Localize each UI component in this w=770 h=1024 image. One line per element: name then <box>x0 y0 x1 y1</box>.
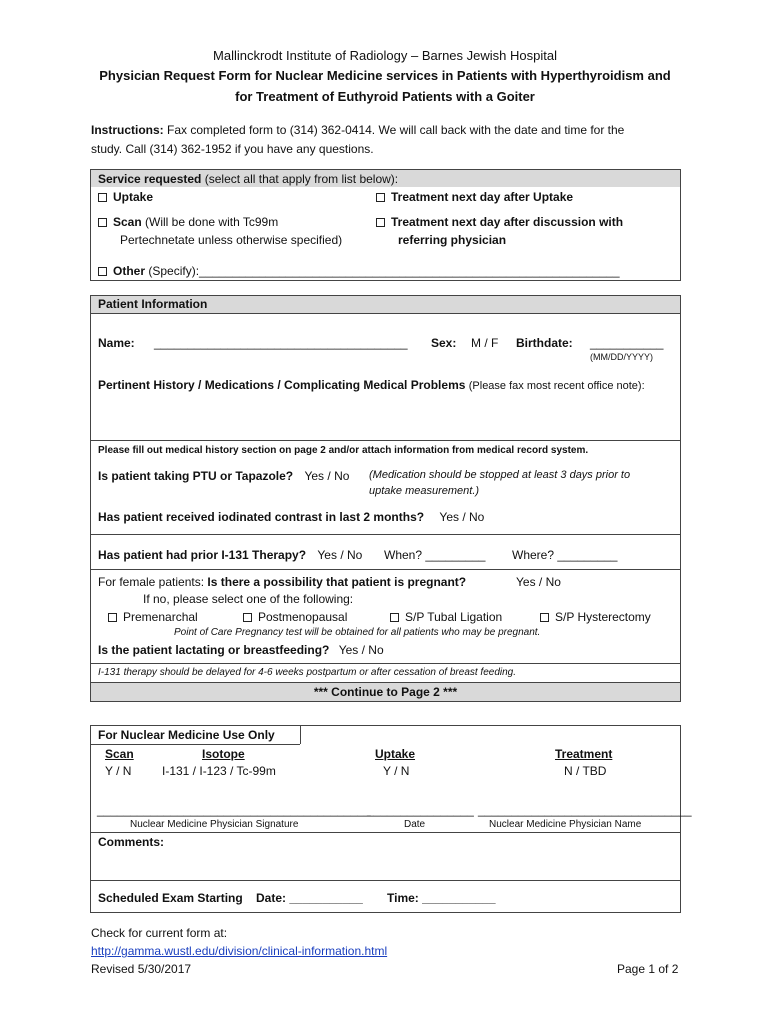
footer-page-number: Page 1 of 2 <box>617 962 679 976</box>
tubal-ligation-label: S/P Tubal Ligation <box>405 610 503 624</box>
birthdate-field[interactable]: ___________ <box>590 336 664 350</box>
ptu-question: Is patient taking PTU or Tapazole? <box>98 469 294 483</box>
poc-note: Point of Care Pregnancy test will be obtained for all patients who may be pregnant. <box>174 627 541 638</box>
continue-banner: *** Continue to Page 2 *** <box>313 685 458 699</box>
uptake-option[interactable] <box>98 190 153 204</box>
treatment-discussion-option[interactable] <box>376 215 623 229</box>
lactating-answer[interactable]: Yes / No <box>338 643 384 657</box>
i131-question: Has patient had prior I-131 Therapy? <box>98 548 307 562</box>
ptu-note-2: uptake measurement.) <box>369 485 480 497</box>
form-title-line2: for Treatment of Euthyroid Patients with a Goiter <box>235 89 535 104</box>
contrast-divider <box>90 534 681 535</box>
history-note: (Please fax most recent office note): <box>468 380 645 392</box>
nm-scheduled-label: Scheduled Exam Starting <box>98 891 243 905</box>
scan-note-2: Pertechnetate unless otherwise specified) <box>120 233 343 247</box>
postmenopausal-label: Postmenopausal <box>258 610 348 624</box>
delay-note: I-131 therapy should be delayed for 4-6 weeks postpartum or after cessation of breast feeding. <box>98 667 517 678</box>
premenarchal-option[interactable] <box>108 610 198 624</box>
other-checkbox[interactable] <box>98 267 107 276</box>
treatment-next-day-label: Treatment next day after Uptake <box>391 190 574 204</box>
premenarchal-checkbox[interactable] <box>108 613 117 622</box>
premenarchal-label: Premenarchal <box>123 610 198 624</box>
history-row <box>98 378 645 392</box>
tubal-ligation-checkbox[interactable] <box>390 613 399 622</box>
treatment-discussion-label-2: referring physician <box>398 233 507 247</box>
female-prefix: For female patients: <box>98 575 205 589</box>
scan-label: Scan <box>113 215 142 229</box>
contrast-question: Has patient received iodinated contrast in last 2 months? <box>98 510 425 524</box>
lactating-divider <box>90 663 681 664</box>
service-heading-label: Service requested <box>98 172 202 186</box>
contrast-row <box>98 510 484 524</box>
nm-isotope-value[interactable]: I-131 / I-123 / Tc-99m <box>162 764 276 778</box>
uptake-label: Uptake <box>113 190 154 204</box>
hysterectomy-checkbox[interactable] <box>540 613 549 622</box>
scan-option[interactable] <box>98 215 278 229</box>
nm-signature-field[interactable]: _________________________________________ <box>97 803 371 817</box>
nm-comments-divider <box>90 832 681 833</box>
other-option[interactable] <box>98 264 620 278</box>
history-label: Pertinent History / Medications / Complicating Medical Problems <box>98 378 466 392</box>
history-divider <box>90 440 681 441</box>
instructions-label: Instructions: <box>91 123 164 137</box>
nm-uptake-header: Uptake <box>375 747 416 761</box>
nm-scan-value[interactable]: Y / N <box>105 764 132 778</box>
ptu-note-1: (Medication should be stopped at least 3 days prior to <box>369 469 631 481</box>
nm-uptake-value[interactable]: Y / N <box>383 764 410 778</box>
footer-check-text: Check for current form at: <box>91 926 228 940</box>
instructions-text-1: Fax completed form to (314) 362-0414. We will call back with the date and time for the <box>167 123 625 137</box>
pregnant-answer[interactable]: Yes / No <box>516 575 561 589</box>
instructions-line2: study. Call (314) 362-1952 if you have any questions. <box>91 142 374 156</box>
i131-when-field[interactable]: When? _________ <box>384 548 486 562</box>
continue-divider <box>90 682 681 683</box>
nm-scheduled-time-field[interactable]: Time: ___________ <box>387 891 496 905</box>
i131-answer[interactable]: Yes / No <box>317 548 363 562</box>
form-title-line1: Physician Request Form for Nuclear Medicine services in Patients with Hyperthyroidism and <box>99 68 671 83</box>
other-label: Other <box>113 264 146 278</box>
treatment-discussion-label-1: Treatment next day after discussion with <box>391 215 624 229</box>
nm-heading-side <box>300 725 301 744</box>
fill-note: Please fill out medical history section on page 2 and/or attach information from medical record system. <box>98 445 589 456</box>
nm-treatment-value[interactable]: N / TBD <box>564 764 607 778</box>
hysterectomy-option[interactable] <box>540 610 651 624</box>
history-field[interactable] <box>98 395 673 435</box>
pregnant-question: Is there a possibility that patient is pregnant? <box>207 575 467 589</box>
contrast-answer[interactable]: Yes / No <box>439 510 485 524</box>
lactating-question: Is the patient lactating or breastfeeding? <box>98 643 330 657</box>
footer-form-link[interactable]: http://gamma.wustl.edu/division/clinical-information.html <box>91 944 388 958</box>
nm-heading-underline <box>90 744 300 745</box>
nm-date-label: Date <box>404 819 426 830</box>
birthdate-format: (MM/DD/YYYY) <box>590 352 653 362</box>
nm-date-field[interactable]: ________________ <box>367 803 474 817</box>
treatment-next-day-option[interactable] <box>376 190 573 204</box>
ptu-answer[interactable]: Yes / No <box>304 469 350 483</box>
nm-comments-field[interactable] <box>98 852 673 878</box>
institution-name: Mallinckrodt Institute of Radiology – Barnes Jewish Hospital <box>213 48 557 63</box>
nm-schedule-divider <box>90 880 681 881</box>
service-heading <box>98 172 398 186</box>
sex-options[interactable]: M / F <box>471 336 499 350</box>
nm-comments-label: Comments: <box>98 835 165 849</box>
footer-revised: Revised 5/30/2017 <box>91 962 192 976</box>
birthdate-label: Birthdate: <box>516 336 573 350</box>
nm-isotope-header: Isotope <box>202 747 245 761</box>
treatment-discussion-checkbox[interactable] <box>376 218 385 227</box>
i131-where-field[interactable]: Where? _________ <box>512 548 618 562</box>
lactating-row <box>98 643 384 657</box>
other-specify-field[interactable]: (Specify):_______________________________________________________________ <box>148 264 620 278</box>
tubal-ligation-option[interactable] <box>390 610 502 624</box>
nm-scan-header: Scan <box>105 747 134 761</box>
name-field[interactable]: ______________________________________ <box>154 336 408 350</box>
treatment-next-day-checkbox[interactable] <box>376 193 385 202</box>
scan-checkbox[interactable] <box>98 218 107 227</box>
nm-physician-name-field[interactable]: ________________________________ <box>478 803 692 817</box>
postmenopausal-option[interactable] <box>243 610 347 624</box>
instructions-line1 <box>91 123 624 137</box>
service-heading-note: (select all that apply from list below): <box>204 172 399 186</box>
sex-label: Sex: <box>431 336 457 350</box>
patient-header-divider <box>90 313 681 314</box>
i131-row <box>98 548 362 562</box>
nm-scheduled-date-field[interactable]: Date: ___________ <box>256 891 363 905</box>
nm-signature-label: Nuclear Medicine Physician Signature <box>130 819 299 830</box>
pregnancy-row <box>98 575 466 589</box>
postmenopausal-checkbox[interactable] <box>243 613 252 622</box>
name-label: Name: <box>98 336 135 350</box>
i131-divider <box>90 569 681 570</box>
nm-physician-name-label: Nuclear Medicine Physician Name <box>489 819 642 830</box>
if-no-note: If no, please select one of the following: <box>143 592 354 606</box>
nm-treatment-header: Treatment <box>555 747 613 761</box>
uptake-checkbox[interactable] <box>98 193 107 202</box>
scan-note-1: (Will be done with Tc99m <box>145 215 279 229</box>
ptu-row <box>98 469 349 483</box>
nm-heading: For Nuclear Medicine Use Only <box>98 728 275 742</box>
hysterectomy-label: S/P Hysterectomy <box>555 610 651 624</box>
patient-heading: Patient Information <box>98 297 208 311</box>
